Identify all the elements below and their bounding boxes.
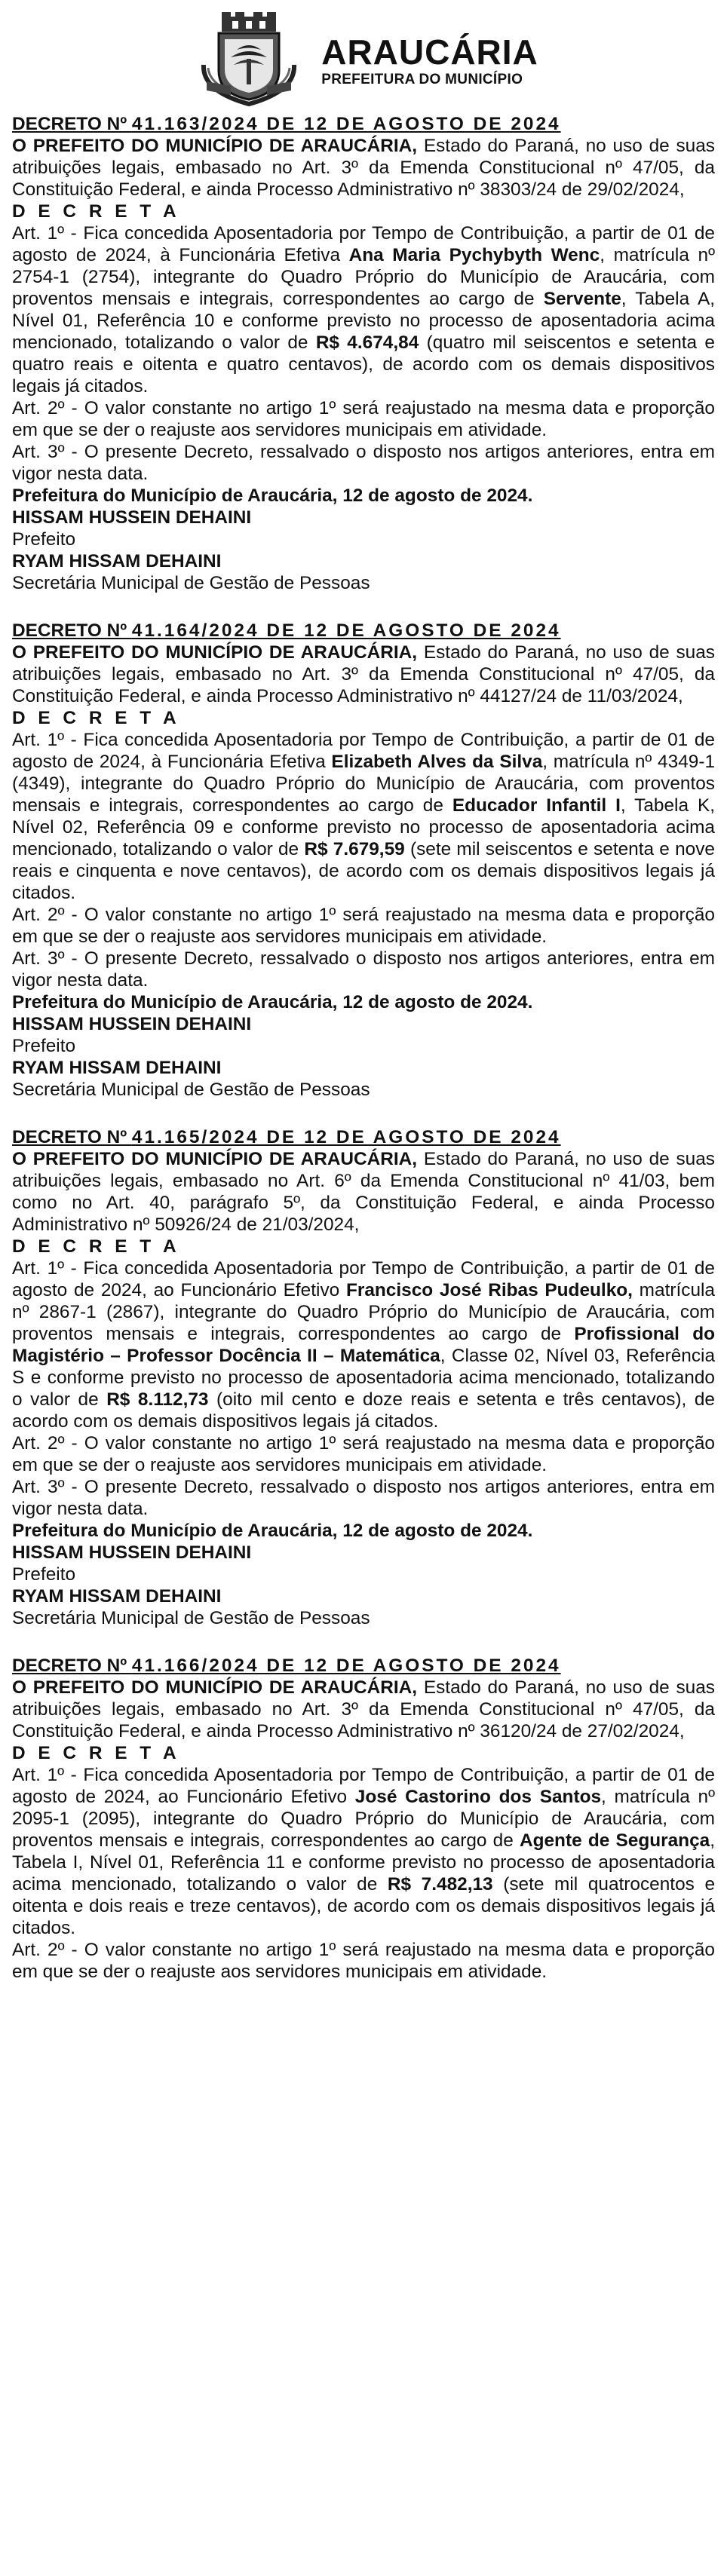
mayor-name: HISSAM HUSSEIN DEHAINI <box>12 507 252 528</box>
benefit-amount: R$ 8.112,73 <box>106 1389 209 1410</box>
article-2: Art. 2º - O valor constante no artigo 1º será reajustado na mesma data e proporção em que se der o reajuste aos servidores municipais em atividade. <box>12 1433 715 1475</box>
preamble: O PREFEITO DO MUNICÍPIO DE ARAUCÁRIA, Estado do Paraná, no uso de suas atribuições legais, embasado no Art. 3º da Emenda Constitucional nº 47/05, da Constituição Federal, e ainda Processo Administrativo nº 44127/24 de 11/03/2024, <box>12 642 715 706</box>
retiree-name: Ana Maria Pychybyth Wenc <box>348 245 600 265</box>
article-2: Art. 2º - O valor constante no artigo 1º será reajustado na mesma data e proporção em que se der o reajuste aos servidores municipais em atividade. <box>12 905 715 947</box>
secretary-role: Secretária Municipal de Gestão de Pessoas <box>12 1608 370 1628</box>
decreta-heading: D E C R E T A <box>12 201 180 222</box>
decree-title: DECRETO Nº 41.164/2024 DE 12 DE AGOSTO DE 2024 <box>12 620 561 641</box>
decreta-heading: D E C R E T A <box>12 1743 180 1763</box>
mayor-name: HISSAM HUSSEIN DEHAINI <box>12 1542 252 1563</box>
preamble: O PREFEITO DO MUNICÍPIO DE ARAUCÁRIA, Estado do Paraná, no uso de suas atribuições legais, embasado no Art. 3º da Emenda Constitucional nº 47/05, da Constituição Federal, e ainda Processo Administrativo nº 36120/24 de 27/02/2024, <box>12 1677 715 1741</box>
preamble: O PREFEITO DO MUNICÍPIO DE ARAUCÁRIA, Estado do Paraná, no uso de suas atribuições legais, embasado no Art. 6º da Emenda Constitucional nº 41/03, bem como no Art. 40, parágrafo 5º, da Constituição Federal, e ainda Processo Administrativo nº 50926/24 de 21/03/2024, <box>12 1149 715 1235</box>
decree-block <box>12 113 715 594</box>
decreta-heading: D E C R E T A <box>12 708 180 728</box>
brand-text <box>321 32 538 87</box>
decreta-heading: D E C R E T A <box>12 1236 180 1257</box>
secretary-name: RYAM HISSAM DEHAINI <box>12 1586 222 1607</box>
position-name: Agente de Segurança <box>519 1830 710 1851</box>
mayor-role: Prefeito <box>12 1036 76 1056</box>
benefit-amount: R$ 4.674,84 <box>315 332 419 353</box>
article-1: Art. 1º - Fica concedida Aposentadoria por Tempo de Contribuição, a partir de 01 de agosto de 2024, à Funcionária Efetiva Elizabeth Alves da Silva, matrícula nº 4349-1 (4349), integrante do Quadro Próprio do Município de Araucária, com proventos mensais e integrais, correspondentes ao cargo de Educador Infantil I, Tabela K, Nível 02, Referência 09 e conforme previsto no processo de aposentadoria acima mencionado, totalizando o valor de R$ 7.679,59 (sete mil seiscentos e setenta e nove reais e cinquenta e nove centavos), de acordo com os demais dispositivos legais já citados. <box>12 730 716 903</box>
masthead <box>12 0 715 113</box>
position-name: Profissional do Magistério – Professor Docência II – Matemática <box>12 1324 715 1366</box>
retiree-name: Francisco José Ribas Pudeulko, <box>345 1280 633 1300</box>
decree-block <box>12 1655 715 1983</box>
mayor-role: Prefeito <box>12 529 76 550</box>
article-3: Art. 3º - O presente Decreto, ressalvado o disposto nos artigos anteriores, entra em vigor nesta data. <box>12 442 715 484</box>
article-1: Art. 1º - Fica concedida Aposentadoria por Tempo de Contribuição, a partir de 01 de agosto de 2024, ao Funcionário Efetivo Francisco José Ribas Pudeulko, matrícula nº 2867-1 (2867), integrante do Quadro Próprio do Município de Araucária, com proventos mensais e integrais, correspondentes ao cargo de Profissional do Magistério – Professor Docência II – Matemática, Classe 02, Nível 03, Referência S e conforme previsto no processo de aposentadoria acima mencionado, totalizando o valor de R$ 8.112,73 (oito mil cento e doze reais e setenta e três centavos), de acordo com os demais dispositivos legais já citados. <box>12 1258 716 1432</box>
decree-title: DECRETO Nº 41.166/2024 DE 12 DE AGOSTO DE 2024 <box>12 1656 561 1676</box>
closing-place-date: Prefeitura do Município de Araucária, 12 de agosto de 2024. <box>12 1521 533 1541</box>
closing-place-date: Prefeitura do Município de Araucária, 12 de agosto de 2024. <box>12 485 533 506</box>
benefit-amount: R$ 7.482,13 <box>387 1874 493 1894</box>
municipal-coat-of-arms-icon <box>189 12 309 109</box>
mayor-name: HISSAM HUSSEIN DEHAINI <box>12 1014 252 1034</box>
article-2: Art. 2º - O valor constante no artigo 1º será reajustado na mesma data e proporção em que se der o reajuste aos servidores municipais em atividade. <box>12 1940 715 1982</box>
retiree-name: José Castorino dos Santos <box>354 1787 602 1807</box>
secretary-name: RYAM HISSAM DEHAINI <box>12 551 222 571</box>
secretary-name: RYAM HISSAM DEHAINI <box>12 1058 222 1078</box>
article-3: Art. 3º - O presente Decreto, ressalvado o disposto nos artigos anteriores, entra em vigor nesta data. <box>12 1477 715 1519</box>
brand-subtitle: PREFEITURA DO MUNICÍPIO <box>321 71 523 87</box>
position-name: Servente <box>543 289 621 309</box>
preamble: O PREFEITO DO MUNICÍPIO DE ARAUCÁRIA, Estado do Paraná, no uso de suas atribuições legais, embasado no Art. 3º da Emenda Constitucional nº 47/05, da Constituição Federal, e ainda Processo Administrativo nº 38303/24 de 29/02/2024, <box>12 136 715 200</box>
position-name: Educador Infantil I <box>452 795 621 816</box>
benefit-amount: R$ 7.679,59 <box>304 839 405 859</box>
article-1: Art. 1º - Fica concedida Aposentadoria por Tempo de Contribuição, a partir de 01 de agosto de 2024, à Funcionária Efetiva Ana Maria Pychybyth Wenc, matrícula nº 2754-1 (2754), integrante do Quadro Próprio do Município de Araucária, com proventos mensais e integrais, correspondentes ao cargo de Servente, Tabela A, Nível 01, Referência 10 e conforme previsto no processo de aposentadoria acima mencionado, totalizando o valor de R$ 4.674,84 (quatro mil seiscentos e setenta e quatro reais e oitenta e quatro centavos), de acordo com os demais dispositivos legais já citados. <box>12 223 716 397</box>
decree-title: DECRETO Nº 41.163/2024 DE 12 DE AGOSTO DE 2024 <box>12 114 561 134</box>
decree-block <box>12 1126 715 1629</box>
closing-place-date: Prefeitura do Município de Araucária, 12 de agosto de 2024. <box>12 992 533 1012</box>
article-2: Art. 2º - O valor constante no artigo 1º será reajustado na mesma data e proporção em que se der o reajuste aos servidores municipais em atividade. <box>12 398 715 440</box>
article-3: Art. 3º - O presente Decreto, ressalvado o disposto nos artigos anteriores, entra em vigor nesta data. <box>12 948 715 991</box>
retiree-name: Elizabeth Alves da Silva <box>331 752 543 772</box>
secretary-role: Secretária Municipal de Gestão de Pessoas <box>12 573 370 593</box>
brand-name: ARAUCÁRIA <box>321 32 538 72</box>
decree-block <box>12 620 715 1101</box>
secretary-role: Secretária Municipal de Gestão de Pessoas <box>12 1080 370 1100</box>
article-1: Art. 1º - Fica concedida Aposentadoria por Tempo de Contribuição, a partir de 01 de agosto de 2024, ao Funcionário Efetivo José Castorino dos Santos, matrícula nº 2095-1 (2095), integrante do Quadro Próprio do Município de Araucária, com proventos mensais e integrais, correspondentes ao cargo de Agente de Segurança, Tabela I, Nível 01, Referência 11 e conforme previsto no processo de aposentadoria acima mencionado, totalizando o valor de R$ 7.482,13 (sete mil quatrocentos e oitenta e dois reais e treze centavos), de acordo com os demais dispositivos legais já citados. <box>12 1765 716 1938</box>
decree-title: DECRETO Nº 41.165/2024 DE 12 DE AGOSTO DE 2024 <box>12 1127 561 1147</box>
mayor-role: Prefeito <box>12 1564 76 1585</box>
